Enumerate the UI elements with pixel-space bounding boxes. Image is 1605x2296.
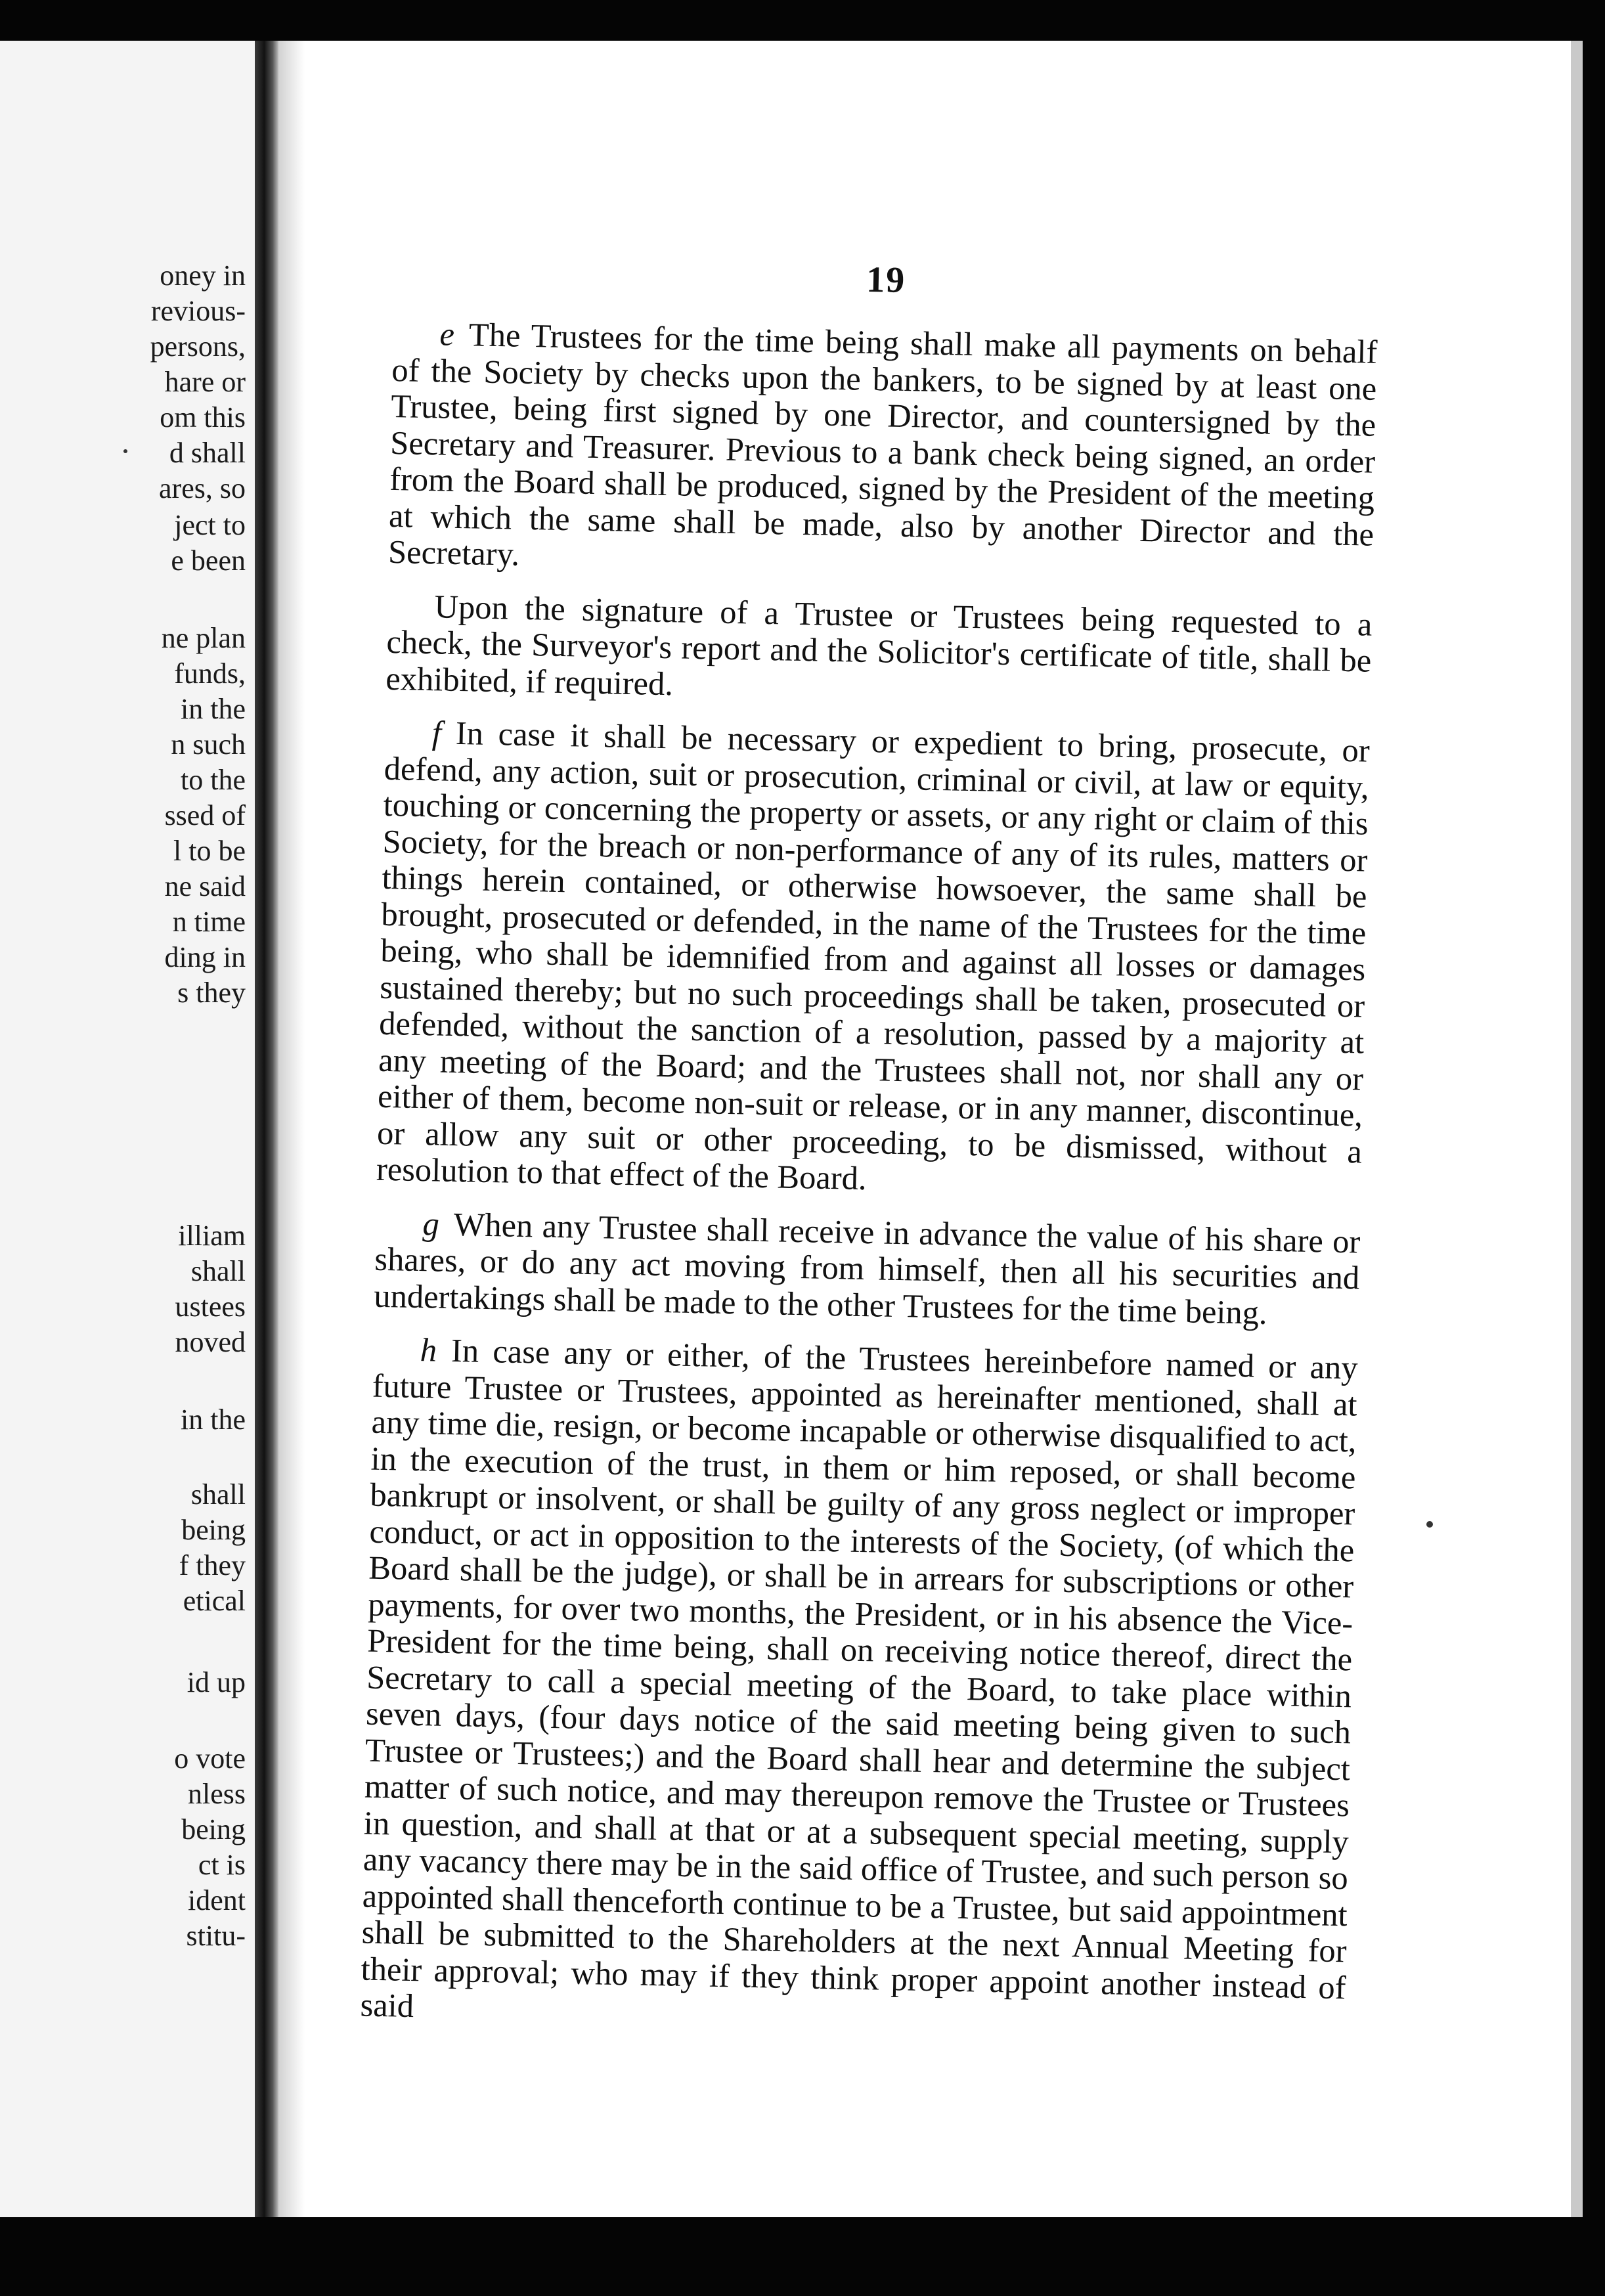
left-page-line: in the [181,1403,246,1436]
left-page-line: o vote [174,1742,246,1775]
paragraph-text: When any Trustee shall receive in advance the value of his share or shares, or do any act moving from himself, then all his securities and undertakings shall be made to the other Trustees for the time being. [373,1205,1361,1331]
left-page-line: oney in [160,259,246,292]
left-page-line: l to be [173,835,246,867]
paragraph-e-continued [385,587,1373,715]
paragraph-text: In case any or either, of the Trustees hereinbefore named or any future Trustee or Trustees, appointed as hereinafter mentioned, shall at any time die, resign, or become incapable or otherwise disqualified to act, in the execution of the trust, in them or him reposed, or shall become bankrupt or insolvent, or shall be guilty of any gross neglect or improper conduct, or act in opposition to the interests of the Society, (of which the Board shall be the judge), or shall be in arrears for subscriptions or other payments, for over two months, the President, or in his absence the Vice-President for the time being, shall on receiving notice thereof, direct the Secretary to call a special meeting of the Board, to take place within seven days, (four days notice of the said meeting being given to such Trustee or Trustees;) and the Board shall hear and determine the subject matter of such notice, and may thereupon remove the Trustee or Trustees in question, and shall at that or at a subsequent special meeting, supply any vacancy there may be in the said office of Trustee, and such person so appointed shall thenceforth continue to be a Trustee, but said appointment shall be submitted to the Shareholders at the next Annual Meeting for their approval; who may if they think proper appoint another instead of said [360,1331,1359,2025]
left-page-line: ustees [175,1291,246,1323]
left-page-line: stitu- [186,1920,246,1952]
page-body [360,315,1378,2042]
left-page-line: noved [175,1326,246,1358]
left-page-line: being [181,1813,246,1845]
left-page-line: nless [188,1778,246,1810]
left-page-line: om this [160,401,246,433]
left-page-line: ident [188,1884,246,1916]
left-facing-page [0,41,255,2217]
left-page-line: n such [171,728,246,761]
book-gutter [255,41,278,2217]
paragraph-text: In case it shall be necessary or expedient to bring, prosecute, or defend, any action, suit or prosecution, criminal or civil, at law or equity, touching or concerning the property or assets, or any right or claim of this Society, for the breach or non-performance of any of its rules, matters or things herein contained, or otherwise howsoever, the same shall be brought, prosecuted or defended, in the name of the Trustees for the time being, who shall be idemnified from and against all losses or damages sustained thereby; but no such proceedings shall be taken, prosecuted or defended, without the sanction of a resolution, passed by a majority at any meeting of the Board; and the Trustees shall not, nor shall any or either of them, become non-suit or release, or in any manner, discontinue, or allow any suit or other proceeding, to be dismissed, without a resolution to that effect of the Board. [376,714,1371,1197]
left-page-line: illiam [178,1220,246,1252]
page-right-edge [1571,41,1583,2217]
scan-top-border [0,0,1605,41]
left-page-line: ne plan [161,622,246,654]
left-page-line: being [181,1514,246,1546]
paragraph-text: Upon the signature of a Trustee or Trustees being requested to a check, the Surveyor's report and the Solicitor's certificate of title, shall be exhibited, if required. [385,587,1373,702]
paragraph-text: The Trustees for the time being shall make all payments on behalf of the Society by checks upon the bankers, to be signed by at least one Trustee, being first signed by one Director, and countersigned by the Secretary and Treasurer. Previous to a bank check being signed, an order from the Board shall be produced, signed by the President of the meeting at which the same shall be made, also by another Director and the Secretary. [387,316,1378,573]
left-page-line: hare or [164,366,246,398]
left-page-line: revious- [150,295,246,327]
gutter-shadow [278,41,305,2217]
left-page-line: shall [190,1255,246,1287]
left-page-line: persons, [150,330,246,363]
paragraph-f [376,714,1371,1206]
left-page-line: ject to [174,509,246,541]
left-page-line: e been [171,544,246,577]
paragraph-e [388,315,1378,589]
left-page-line: to the [181,764,246,796]
left-page-line: funds, [174,657,246,690]
paragraph-marker: e [439,315,455,353]
left-page-line: in the [181,693,246,725]
left-page-line: ding in [164,941,246,973]
left-page-line: d shall [169,437,246,469]
left-page-line: id up [187,1666,246,1698]
paragraph-marker: h [420,1331,437,1369]
left-page-line: ssed of [164,799,246,831]
paragraph-h [360,1331,1358,2042]
scan-right-border [1583,0,1605,2296]
left-page-line: n time [172,906,246,938]
left-page-line: f they [179,1549,246,1581]
left-page-line: ares, so [159,472,246,504]
paragraph-marker: f [431,714,442,751]
left-page-line: shall [190,1478,246,1511]
page-number: 19 [866,259,906,301]
main-page [360,250,1379,2025]
left-page-line: ct is [198,1849,246,1881]
left-page-line: ne said [164,870,246,902]
ink-speck [1426,1521,1433,1528]
scan-bottom-border [0,2217,1605,2296]
ink-speck [123,449,127,453]
paragraph-g [374,1204,1361,1333]
paragraph-marker: g [422,1204,440,1243]
left-page-line: s they [177,977,246,1009]
left-page-line: etical [183,1585,246,1617]
